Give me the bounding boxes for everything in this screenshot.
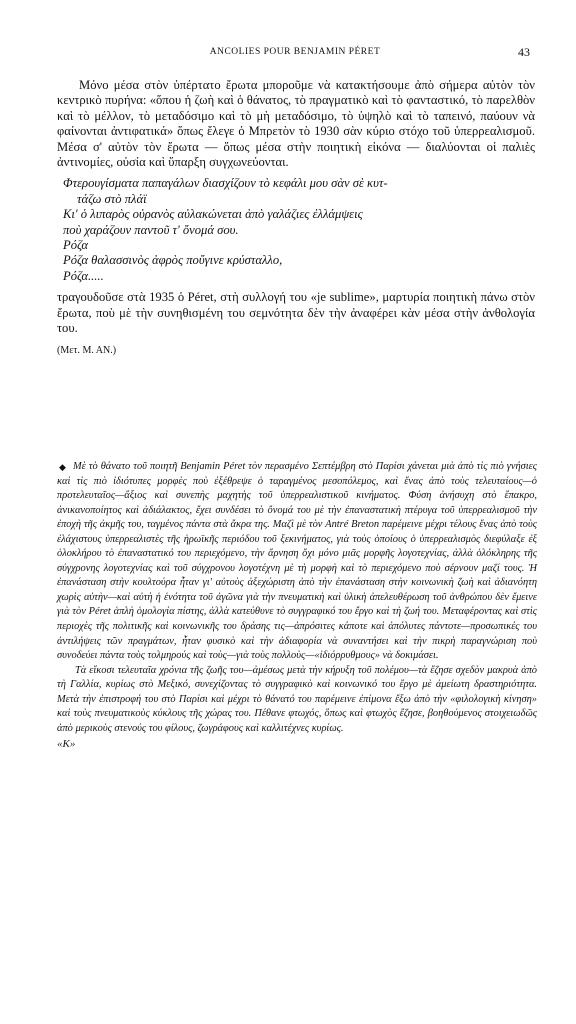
poem-line: Ρόζα θαλασσινὸς ἀφρὸς ποὔγινε κρύσταλλο, — [63, 253, 283, 268]
poem-quotation — [63, 176, 531, 284]
note-paragraph-2: Τὰ εἴκοσι τελευταῖα χρόνια τῆς ζωῆς του—ἀμέσως μετὰ τὴν κήρυξη τοῦ πολέμου—τὰ ἔζησε σχεδὸν μακρυὰ ἀπὸ τὴ Γαλλία, κυρίως στὸ Μεξικό, συνεχίζοντας τὸ συγγραφικὸ καὶ κοινωνικό του ἔργο μὲ ἀμείωτη δραστηριότητα. Μετὰ τὴν ἐπιστροφή του στὸ Παρίσι καὶ μέχρι τὸ θάνατό του παρέμεινε ἐπίμονα ἔξω ἀπὸ τὴν «φιλολογικὴ κίνηση» καὶ τοὺς πνευματικοὺς κύκλους τῆς χώρας του. Πέθανε φτωχός, ὅπως καὶ φτωχὸς ἔζησε, βοηθούμενος στοιχειωδῶς ἀπὸ μερικοὺς στενούς του φίλους, ζωγράφους καὶ καλλιτέχνες κυρίως. — [57, 664, 537, 734]
poem-line: Ρόζα..... — [63, 268, 104, 283]
obituary-note — [57, 460, 537, 752]
main-text — [57, 78, 535, 358]
diamond-bullet-icon: ◆ — [59, 462, 66, 472]
body-paragraph-2: τραγουδοῦσε στὰ 1935 ὁ Péret, στὴ συλλογή του «je sublime», μαρτυρία ποιητικὴ πάνω στὸν ἔρωτα, ποὺ μὲ τὴν συνηθισμένη του σεμνότητα δὲν τὴν ἀναφέρει κὰν μέσα στὴν ἀνθολογία του. — [57, 290, 535, 336]
poem-line: ποὺ χαράζουν παντοῦ τ' ὄνομά σου. — [63, 222, 239, 237]
poem-line: Ρόζα — [63, 238, 88, 253]
poem-line: Φτερουγίσματα παπαγάλων διασχίζουν τὸ κεφάλι μου σὰν σὲ κυτ- — [63, 176, 388, 191]
note-paragraph-1 — [57, 460, 537, 664]
page-header — [60, 45, 530, 61]
poem-line: Κι' ὁ λιπαρὸς οὐρανὸς αὐλακώνεται ἀπὸ γαλάζιες ἐλλάμψεις — [63, 207, 363, 222]
note-paragraph-1-text: Μὲ τὸ θάνατο τοῦ ποιητῆ Benjamin Péret τὸν περασμένο Σεπτέμβρη στὸ Παρίσι χάνεται μιὰ ἀπὸ τὶς πιὸ γνήσιες καὶ τὶς πιὸ ἰδιότυπες μορφὲς ποὺ ἐξέθρεψε ὁ ταραγμένος μεσοπόλεμος, καὶ ἕνας ἀπὸ τοὺς τελευταίους—ὁ προτελευταῖος—ἄξιος καὶ συνεπὴς μαχητὴς τοῦ ὑπερρεαλιστικοῦ κινήματος. Φύση ἀνήσυχη στὸ ἔπακρο, ἀνικανοποίητος καὶ ἀδιάλακτος, ἔχει συνδέσει τὸ ὄνομά του μὲ τὴν ἐπαναστατικὴ πτέρυγα τοῦ ὑπερρεαλισμοῦ τὴν ἐποχὴ τῆς ἀκμῆς του, ταγμένος πάντα στὰ ἄκρα της. Μαζὶ μὲ τὸν Antré Breton παρέμεινε μέχρι τέλους ἕνας ἀπὸ τοὺς ἐλάχιστους ὑπερρεαλιστὲς τῆς ἡρωϊκῆς περιόδου τοῦ ξεκινήματος, γιὰ τοὺς ὁποίους ὁ ὑπερρεαλισμὸς διεφύλαξε ἐξ ὁλοκλήρου τὸ ἐπαναστατικό του περιεχόμενο, τὴν ἄρνηση ὄχι μόνο μιᾶς μορφῆς λογοτεχνίας, ἀλλὰ ὁλόκληρης τῆς σύγχρονης λογοτεχνίας καὶ τοῦ σύγχρονου λογοτέχνη μὲ τὴ μορφὴ καὶ τὸ περιεχόμενο ποὺ σέρνουν μαζί τους. Ἡ ἐπανάσταση στὴν κουλτούρα ἦταν γι' αὐτοὺς ἀξεχώριστη ἀπὸ τὴν ἐπανάσταση στὴν κοινωνικὴ ζωὴ καὶ ἀδιανόητη χωρὶς αὐτὴν—καὶ αὐτὴ ἡ ἑνότητα τοῦ ἀγῶνα γιὰ τὴν πνευματικὴ καὶ ὑλικὴ ἀπελευθέρωση τοῦ ἀνθρώπου δὲν ἔμεινε γιὰ τὸν Péret ἁπλὴ ὁμολογία πίστης, ἀλλὰ κατεύθυνε τὸ συγγραφικό του ἔργο καὶ τὴ ζωή του. Μεταφέροντας καὶ στὶς περιοχὲς τῆς πολιτικῆς καὶ κοινωνικῆς του δράσης τις—ἀπρόσιτες κάποτε καὶ ἀπόλυτες πάντοτε—προσωπικές του ἀντιλήψεις τῶν πραγμάτων, ἦταν φυσικὸ καὶ τὴν ἀδιαφορία νὰ συναντήσει καὶ τὴν πικρὴ παραγνώριση ποὺ συνοδεύει πάντα τοὺς τολμηρούς καὶ τοὺς—γιὰ τοὺς πολλοὺς—«ἰδιόρρυθμους» νὰ δοκιμάσει. — [57, 461, 537, 662]
poem-line: τάζω στὸ πλάϊ — [77, 191, 147, 206]
body-paragraph-1: Μόνο μέσα στὸν ὑπέρτατο ἔρωτα μποροῦμε νὰ κατακτήσουμε ἀπὸ σήμερα αὐτὸν τὸν κεντρικὸ πυρήνα: «ὅπου ἡ ζωὴ καὶ ὁ θάνατος, τὸ πραγματικὸ καὶ τὸ φανταστικό, τὸ παρελθὸν καὶ τὸ μέλλον, τὸ μεταδόσιμο καὶ τὸ μὴ μεταδόσιμο, τὸ ὑψηλὸ καὶ τὸ ταπεινό, παύουν νὰ φαίνονται ἀντιφατικά» ὅπως ἔλεγε ὁ Μπρετὸν τὸ 1930 σὰν κύριο στόχο τοῦ ὑπερρεαλισμοῦ. Μέσα σ' αὐτὸν τὸν ἔρωτα — ὅπως μέσα στὴν ποιητικὴ εἰκόνα — διαλύονται οἱ παλιὲς ἀντινομίες, οὐσία καὶ ὕπαρξη συγχωνεύονται. — [57, 78, 535, 170]
translator-credit: (Μετ. Μ. ΑΝ.) — [57, 344, 117, 356]
author-signature: «Κ» — [57, 738, 76, 751]
running-title: ANCOLIES POUR BENJAMIN PÉRET — [209, 47, 381, 57]
page-number: 43 — [518, 45, 530, 59]
